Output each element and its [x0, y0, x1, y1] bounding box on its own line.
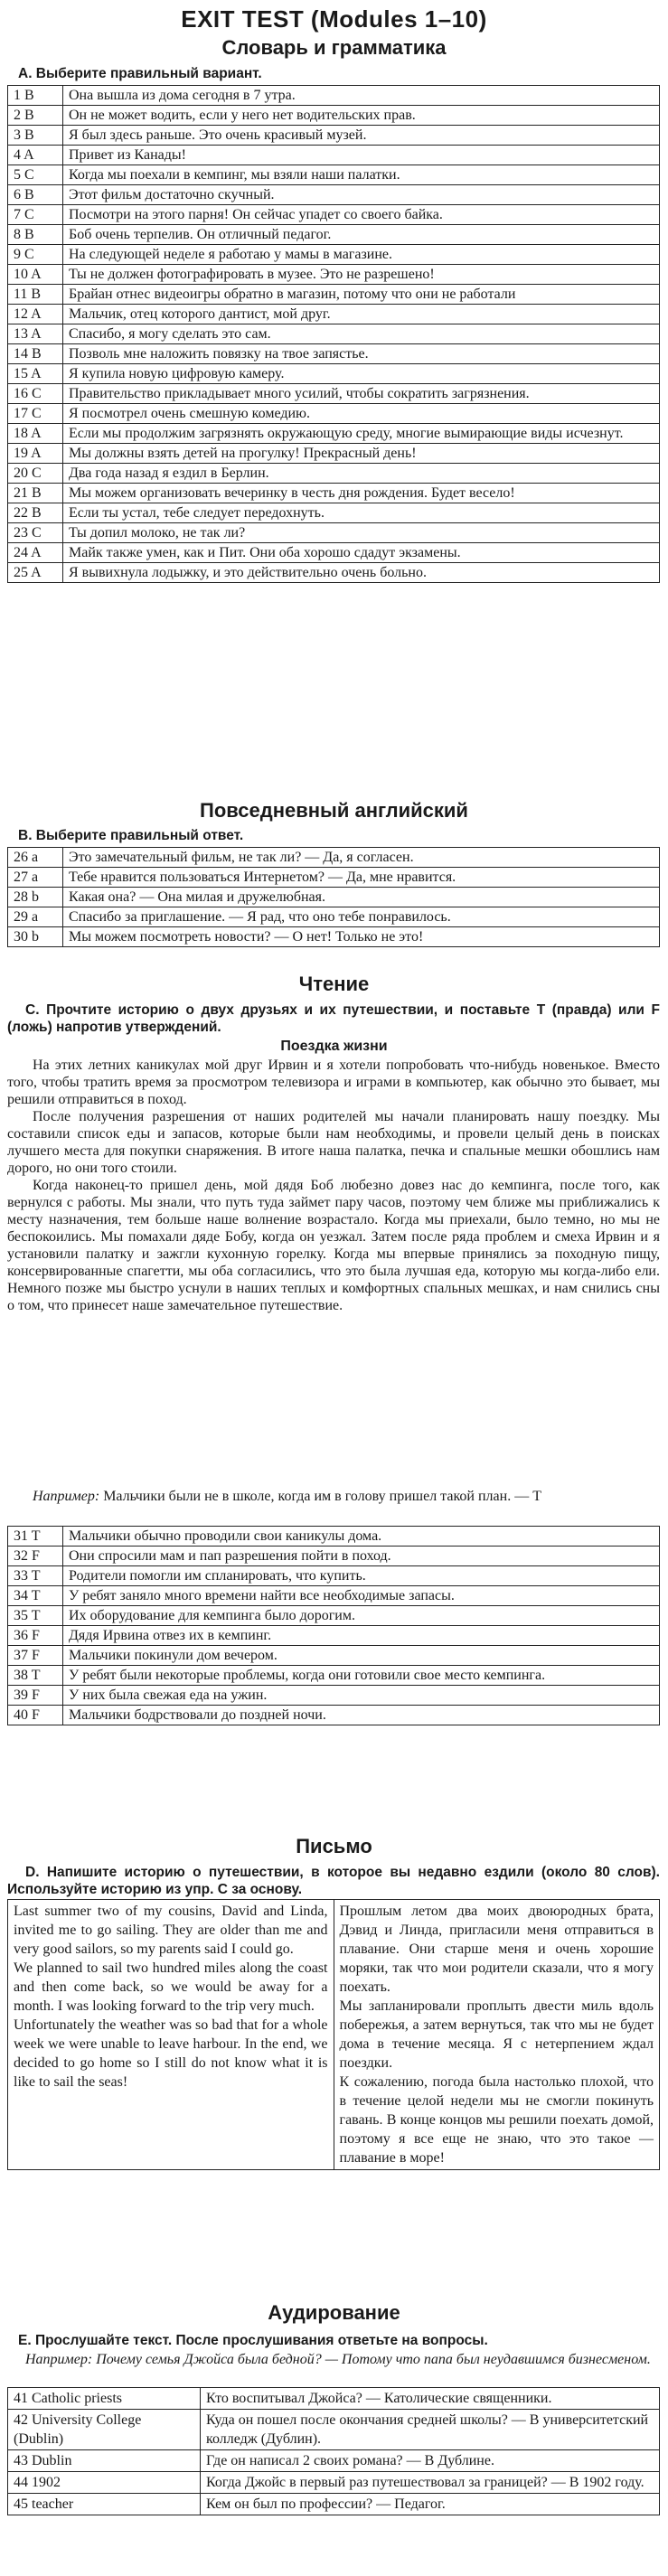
writing-section-title: Письмо — [296, 1835, 372, 1857]
answer-key: 33 T — [8, 1566, 63, 1586]
answer-sentence: Два года назад я ездил в Берлин. — [63, 464, 660, 484]
table-row — [8, 868, 660, 888]
table-row — [8, 1606, 660, 1626]
english-paragraph: Unfortunately the weather was so bad that for a whole week we were unable to leave harbour. In the end, we decided to go home so I still do not know what it is like to sail the seas! — [14, 2017, 328, 2090]
table-row — [8, 245, 660, 265]
answer-key: 36 F — [8, 1626, 63, 1646]
reading-answer-table — [7, 1526, 660, 1725]
answer-key: 12 A — [8, 305, 63, 324]
answer-key: 24 A — [8, 543, 63, 563]
table-row — [8, 563, 660, 583]
answer-sentence: Я был здесь раньше. Это очень красивый музей. — [63, 126, 660, 146]
answer-key: 3 B — [8, 126, 63, 146]
answer-sentence: Он не может водить, если у него нет водительских прав. — [63, 106, 660, 126]
table-row — [8, 225, 660, 245]
answer-sentence: Кем он был по профессии? — Педагог. — [201, 2494, 660, 2515]
writing-english-cell — [8, 1900, 334, 2170]
table-row — [8, 2450, 660, 2472]
answer-sentence: Брайан отнес видеоигры обратно в магазин, потому что они не работали — [63, 285, 660, 305]
table-row — [8, 364, 660, 384]
answer-key: 21 B — [8, 484, 63, 503]
table-row — [8, 484, 660, 503]
answer-key: 10 A — [8, 265, 63, 285]
answer-key: 28 b — [8, 888, 63, 907]
reading-example — [7, 1488, 660, 1505]
answer-sentence: Майк также умен, как и Пит. Они оба хорошо сдадут экзамены. — [63, 543, 660, 563]
answer-key: 9 C — [8, 245, 63, 265]
answer-sentence: Дядя Ирвина отвез их в кемпинг. — [63, 1626, 660, 1646]
table-row — [8, 1706, 660, 1725]
answer-key: 11 B — [8, 285, 63, 305]
answer-sentence: Правительство прикладывает много усилий, чтобы сократить загрязнения. — [63, 384, 660, 404]
english-paragraph: We planned to sail two hundred miles along the coast and then come back, so we would be away for a month. I was looking forward to the trip very much. — [14, 1960, 328, 2014]
table-row — [8, 2472, 660, 2494]
example-text: Почему семья Джойса была бедной? — Потому что папа был неудавшимся бизнесменом. — [96, 2352, 651, 2367]
answer-sentence: Мальчики обычно проводили свои каникулы дома. — [63, 1527, 660, 1547]
answer-sentence: Привет из Канады! — [63, 146, 660, 165]
table-row — [8, 265, 660, 285]
table-row — [8, 523, 660, 543]
answer-key: 20 C — [8, 464, 63, 484]
answer-sentence: Где он написал 2 своих романа? — В Дублине. — [201, 2450, 660, 2472]
reading-section-title: Чтение — [298, 973, 370, 995]
answer-key: 41 Catholic priests — [8, 2388, 201, 2410]
vocab-answer-table — [7, 85, 660, 583]
answer-key: 40 F — [8, 1706, 63, 1725]
example-text: Мальчики были не в школе, когда им в голову пришел такой план. — T — [103, 1489, 541, 1504]
answer-sentence: Куда он пошел после окончания средней школы? — В университетский колледж (Дублин). — [201, 2410, 660, 2450]
listening-example — [7, 2351, 660, 2368]
table-row — [8, 2410, 660, 2450]
answer-key: 7 C — [8, 205, 63, 225]
table-row — [8, 1686, 660, 1706]
answer-sentence: Мы можем посмотреть новости? — О нет! Только не это! — [63, 927, 660, 947]
writing-russian-cell — [334, 1900, 660, 2170]
answer-sentence: Мальчик, отец которого дантист, мой друг. — [63, 305, 660, 324]
table-row — [8, 444, 660, 464]
table-row — [8, 324, 660, 344]
answer-sentence: Их оборудование для кемпинга было дорогим. — [63, 1606, 660, 1626]
answer-key: 25 A — [8, 563, 63, 583]
table-row — [8, 1666, 660, 1686]
answer-sentence: Когда мы поехали в кемпинг, мы взяли наши палатки. — [63, 165, 660, 185]
example-label: Например: — [33, 1489, 100, 1504]
everyday-instruction: B. Выберите правильный ответ. — [18, 828, 244, 843]
answer-key: 16 C — [8, 384, 63, 404]
answer-key: 6 B — [8, 185, 63, 205]
answer-sentence: Я посмотрел очень смешную комедию. — [63, 404, 660, 424]
example-label: Например: — [25, 2352, 93, 2367]
table-row — [8, 126, 660, 146]
table-row — [8, 2494, 660, 2515]
answer-key: 39 F — [8, 1686, 63, 1706]
answer-key: 43 Dublin — [8, 2450, 201, 2472]
story-title: Поездка жизни — [280, 1039, 388, 1054]
table-row — [8, 503, 660, 523]
table-row — [8, 543, 660, 563]
writing-answer-table — [7, 1899, 660, 2170]
answer-sentence: Ты допил молоко, не так ли? — [63, 523, 660, 543]
table-row — [8, 927, 660, 947]
answer-key: 27 a — [8, 868, 63, 888]
answer-key: 34 T — [8, 1586, 63, 1606]
answer-sentence: Родители помогли им спланировать, что купить. — [63, 1566, 660, 1586]
answer-key: 17 C — [8, 404, 63, 424]
writing-instruction: D. Напишите историю о путешествии, в которое вы недавно ездили (около 80 слов). Используйте историю из упр. C за основу. — [7, 1865, 660, 1897]
answer-sentence: Какая она? — Она милая и дружелюбная. — [63, 888, 660, 907]
table-row — [8, 1527, 660, 1547]
answer-key: 37 F — [8, 1646, 63, 1666]
table-row — [8, 185, 660, 205]
listening-answer-table — [7, 2387, 660, 2515]
answer-key: 32 F — [8, 1547, 63, 1566]
table-row — [8, 384, 660, 404]
table-row — [8, 344, 660, 364]
table-row — [8, 424, 660, 444]
answer-sentence: Спасибо, я могу сделать это сам. — [63, 324, 660, 344]
russian-paragraph: К сожалению, погода была настолько плохой, что в течение целой недели мы не смогли покинуть гавань. В конце концов мы решили поехать домой, поэтому я все еще не знаю, что это такое — плавание в море! — [339, 2074, 654, 2166]
story-paragraph: На этих летних каникулах мой друг Ирвин и я хотели попробовать что-нибудь новенькое. Вместо того, чтобы тратить время за просмотром телевизора и играми в компьютер, как обычно это бывает, мы решили отправиться в поход. — [7, 1058, 660, 1107]
table-row — [8, 1547, 660, 1566]
answer-key: 5 C — [8, 165, 63, 185]
answer-sentence: У ребят были некоторые проблемы, когда они готовили свое место кемпинга. — [63, 1666, 660, 1686]
answer-key: 18 A — [8, 424, 63, 444]
answer-sentence: Спасибо за приглашение. — Я рад, что оно тебе понравилось. — [63, 907, 660, 927]
answer-sentence: Она вышла из дома сегодня в 7 утра. — [63, 86, 660, 106]
answer-key: 30 b — [8, 927, 63, 947]
table-row — [8, 464, 660, 484]
answer-sentence: У них была свежая еда на ужин. — [63, 1686, 660, 1706]
story-paragraph: Когда наконец-то пришел день, мой дядя Боб любезно довез нас до кемпинга, после того, как вернулся с работы. Мы знали, что путь туда займет пару часов, поэтому чем ближе мы приближались к месту назначения, тем больше наше волнение возрастало. Когда мы приехали, было темно, но мы не беспокоились. Мы помахали дяде Бобу, когда он уезжал. Затем после ряда проблем и смеха Ирвин и я установили палатку и зажгли кухонную горелку. Когда мы впервые принялись за походную пищу, консервированные спагетти, мы оба согласились, что это была лучшая еда, которую мы когда-либо ели. Немного позже мы быстро уснули в наших теплых и комфортных спальных мешках, и нам снились сны о том, что принесет наше замечательное путешествие. — [7, 1178, 660, 1313]
answer-key: 26 a — [8, 848, 63, 868]
answer-sentence: Я купила новую цифровую камеру. — [63, 364, 660, 384]
answer-key: 1 B — [8, 86, 63, 106]
answer-sentence: Боб очень терпелив. Он отличный педагог. — [63, 225, 660, 245]
answer-key: 38 T — [8, 1666, 63, 1686]
answer-sentence: Они спросили мам и пап разрешения пойти в поход. — [63, 1547, 660, 1566]
vocab-instruction: A. Выберите правильный вариант. — [18, 66, 262, 81]
answer-key: 45 teacher — [8, 2494, 201, 2515]
table-row — [8, 1566, 660, 1586]
answer-key: 31 T — [8, 1527, 63, 1547]
answer-sentence: Тебе нравится пользоваться Интернетом? — Да, мне нравится. — [63, 868, 660, 888]
table-row — [8, 305, 660, 324]
table-row — [8, 404, 660, 424]
russian-paragraph: Мы запланировали проплыть двести миль вдоль побережья, а затем вернуться, так что мы не будет дома в течение месяца. Я с нетерпением ждал поездки. — [339, 1998, 654, 2071]
russian-paragraph: Прошлым летом два моих двоюродных брата, Дэвид и Линда, пригласили меня отправиться в плавание. Они старше меня и очень хорошие моряки, так что мои родители сказали, что я могу поехать. — [339, 1904, 654, 1995]
answer-sentence: Посмотри на этого парня! Он сейчас упадет со своего байка. — [63, 205, 660, 225]
answer-sentence: Когда Джойс в первый раз путешествовал за границей? — В 1902 году. — [201, 2472, 660, 2494]
reading-instruction: C. Прочтите историю о двух друзьях и их путешествии, и поставьте T (правда) или F (ложь) напротив утверждений. — [7, 1002, 660, 1035]
answer-key: 8 B — [8, 225, 63, 245]
answer-sentence: Кто воспитывал Джойса? — Католические священники. — [201, 2388, 660, 2410]
table-row — [8, 888, 660, 907]
answer-sentence: Мальчики покинули дом вечером. — [63, 1646, 660, 1666]
table-row — [8, 907, 660, 927]
answer-key: 22 B — [8, 503, 63, 523]
table-row — [8, 86, 660, 106]
listening-section-title: Аудирование — [268, 2301, 400, 2324]
answer-key: 2 B — [8, 106, 63, 126]
answer-key: 15 A — [8, 364, 63, 384]
answer-key: 44 1902 — [8, 2472, 201, 2494]
table-row — [8, 1646, 660, 1666]
answer-sentence: Я вывихнула лодыжку, и это действительно очень больно. — [63, 563, 660, 583]
answer-sentence: Если мы продолжим загрязнять окружающую среду, многие вымирающие виды исчезнут. — [63, 424, 660, 444]
vocab-section-title: Словарь и грамматика — [221, 36, 447, 59]
answer-sentence: Позволь мне наложить повязку на твое запястье. — [63, 344, 660, 364]
table-row — [8, 2388, 660, 2410]
answer-sentence: Этот фильм достаточно скучный. — [63, 185, 660, 205]
story-paragraph: После получения разрешения от наших родителей мы начали планировать нашу поездку. Мы составили список еды и запасов, которые были нам необходимы, и провели целый день в поисках лучшего места для покупки снаряжения. В итоге наша палатка, печка и спальные мешки обошлись нам дорого, но они того стоили. — [7, 1109, 660, 1176]
table-row — [8, 285, 660, 305]
answer-key: 35 T — [8, 1606, 63, 1626]
table-row — [8, 106, 660, 126]
everyday-section-title: Повседневный английский — [200, 799, 468, 822]
answer-key: 19 A — [8, 444, 63, 464]
everyday-answer-table — [7, 847, 660, 947]
answer-sentence: Ты не должен фотографировать в музее. Это не разрешено! — [63, 265, 660, 285]
answer-key: 23 C — [8, 523, 63, 543]
answer-sentence: На следующей неделе я работаю у мамы в магазине. — [63, 245, 660, 265]
answer-key: 13 A — [8, 324, 63, 344]
listening-instruction: E. Прослушайте текст. После прослушивания ответьте на вопросы. — [18, 2333, 488, 2348]
english-paragraph: Last summer two of my cousins, David and Linda, invited me to go sailing. They are older than me and very good sailors, so my parents said I could go. — [14, 1904, 328, 1957]
table-row — [8, 1586, 660, 1606]
answer-sentence: Если ты устал, тебе следует передохнуть. — [63, 503, 660, 523]
table-row — [8, 205, 660, 225]
answer-sentence: Мы должны взять детей на прогулку! Прекрасный день! — [63, 444, 660, 464]
answer-sentence: У ребят заняло много времени найти все необходимые запасы. — [63, 1586, 660, 1606]
table-row — [8, 1626, 660, 1646]
table-row — [8, 848, 660, 868]
table-row — [8, 165, 660, 185]
table-row — [8, 146, 660, 165]
story-text — [7, 1057, 660, 1314]
answer-sentence: Мальчики бодрствовали до поздней ночи. — [63, 1706, 660, 1725]
answer-sentence: Мы можем организовать вечеринку в честь дня рождения. Будет весело! — [63, 484, 660, 503]
answer-key: 4 A — [8, 146, 63, 165]
answer-sentence: Это замечательный фильм, не так ли? — Да, я согласен. — [63, 848, 660, 868]
answer-key: 29 a — [8, 907, 63, 927]
page-title: EXIT TEST (Modules 1–10) — [181, 5, 487, 33]
answer-key: 14 B — [8, 344, 63, 364]
answer-key: 42 University College (Dublin) — [8, 2410, 201, 2450]
